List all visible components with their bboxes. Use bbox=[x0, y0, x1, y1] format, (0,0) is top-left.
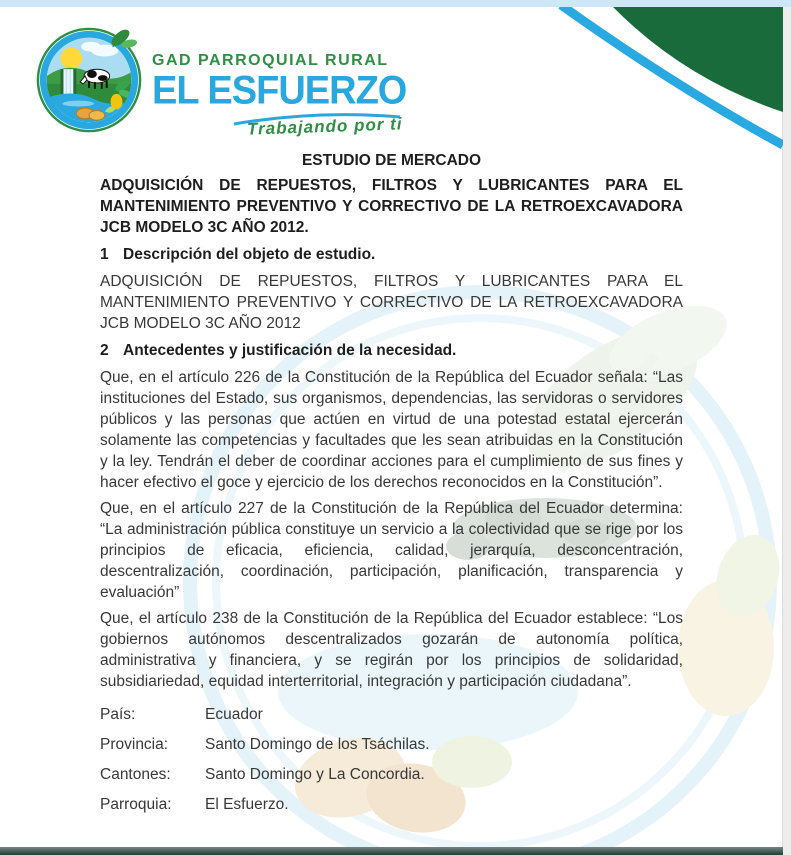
paragraph-article-238: Que, el artículo 238 de la Constitución de la República del Ecuador establece: “Los gobiernos autónomos descentralizados gozarán de autonomía política, administrativa y financiera, y se regirán por los principios de solidaridad, subsidiariedad, equidad interterritorial, integración y participación ciudadana”. bbox=[100, 610, 683, 690]
location-value: Ecuador bbox=[205, 706, 263, 723]
location-label: Cantones: bbox=[100, 766, 171, 783]
location-table bbox=[100, 704, 683, 815]
org-type-label: GAD PARROQUIAL RURAL bbox=[152, 52, 389, 69]
section-2-title: Antecedentes y justificación de la necesidad. bbox=[123, 342, 457, 359]
section-1-paragraph: ADQUISICIÓN DE REPUESTOS, FILTROS Y LUBRICANTES PARA EL MANTENIMIENTO PREVENTIVO Y CORRECTIVO DE LA RETROEXCAVADORA JCB MODELO 3C AÑO 2012 bbox=[100, 273, 683, 332]
logo-text-block bbox=[152, 24, 406, 137]
slogan-block bbox=[152, 112, 406, 137]
location-label: País: bbox=[100, 706, 136, 723]
org-name-label: EL ESFUERZO bbox=[152, 68, 407, 114]
section-1-number: 1 bbox=[100, 246, 109, 263]
paragraph-article-227: Que, en el artículo 227 de la Constitución de la República del Ecuador determina: “La administración pública constituye un servicio a la colectividad que se rige por los principios de eficacia, eficiencia, calidad, jerarquía, desconcentración, descentralización, coordinación, participación, planificación, transparencia y evaluación” bbox=[100, 500, 683, 601]
page-right-edge bbox=[782, 7, 791, 855]
corner-swoosh-decoration bbox=[556, 7, 783, 150]
location-label: Parroquia: bbox=[100, 796, 172, 813]
section-2-heading bbox=[100, 340, 683, 361]
location-value: El Esfuerzo. bbox=[205, 796, 289, 813]
location-row-pais bbox=[100, 704, 683, 725]
document-body bbox=[100, 150, 683, 824]
location-row-cantones bbox=[100, 764, 683, 785]
logo-header bbox=[34, 24, 406, 137]
top-border-band bbox=[0, 0, 791, 7]
location-row-parroquia bbox=[100, 794, 683, 815]
section-1-heading bbox=[100, 244, 683, 265]
document-subject: ADQUISICIÓN DE REPUESTOS, FILTROS Y LUBRICANTES PARA EL MANTENIMIENTO PREVENTIVO Y CORRECTIVO DE LA RETROEXCAVADORA JCB MODELO 3C AÑO 2012. bbox=[100, 177, 683, 236]
location-value: Santo Domingo de los Tsáchilas. bbox=[205, 736, 430, 753]
section-1-title: Descripción del objeto de estudio. bbox=[123, 246, 376, 263]
parish-emblem-logo-icon bbox=[34, 24, 144, 136]
location-label: Provincia: bbox=[100, 736, 169, 753]
document-title: ESTUDIO DE MERCADO bbox=[301, 152, 482, 169]
location-value: Santo Domingo y La Concordia. bbox=[205, 766, 425, 783]
bottom-bar-decoration bbox=[0, 847, 783, 855]
location-row-provincia bbox=[100, 734, 683, 755]
paragraph-article-226: Que, en el artículo 226 de la Constitución de la República del Ecuador señala: “Las instituciones del Estado, sus organismos, dependencias, las servidoras o servidores públicos y las personas que actúen en virtud de una potestad estatal ejercerán solamente las competencias y facultades que les sean atribuidas en la Constitución y la ley. Tendrán el deber de coordinar acciones para el cumplimiento de sus fines y hacer efectivo el goce y ejercicio de los derechos reconocidos en la Constitución”. bbox=[100, 369, 683, 491]
section-2-number: 2 bbox=[100, 342, 109, 359]
org-slogan: Trabajando por ti bbox=[246, 114, 403, 139]
